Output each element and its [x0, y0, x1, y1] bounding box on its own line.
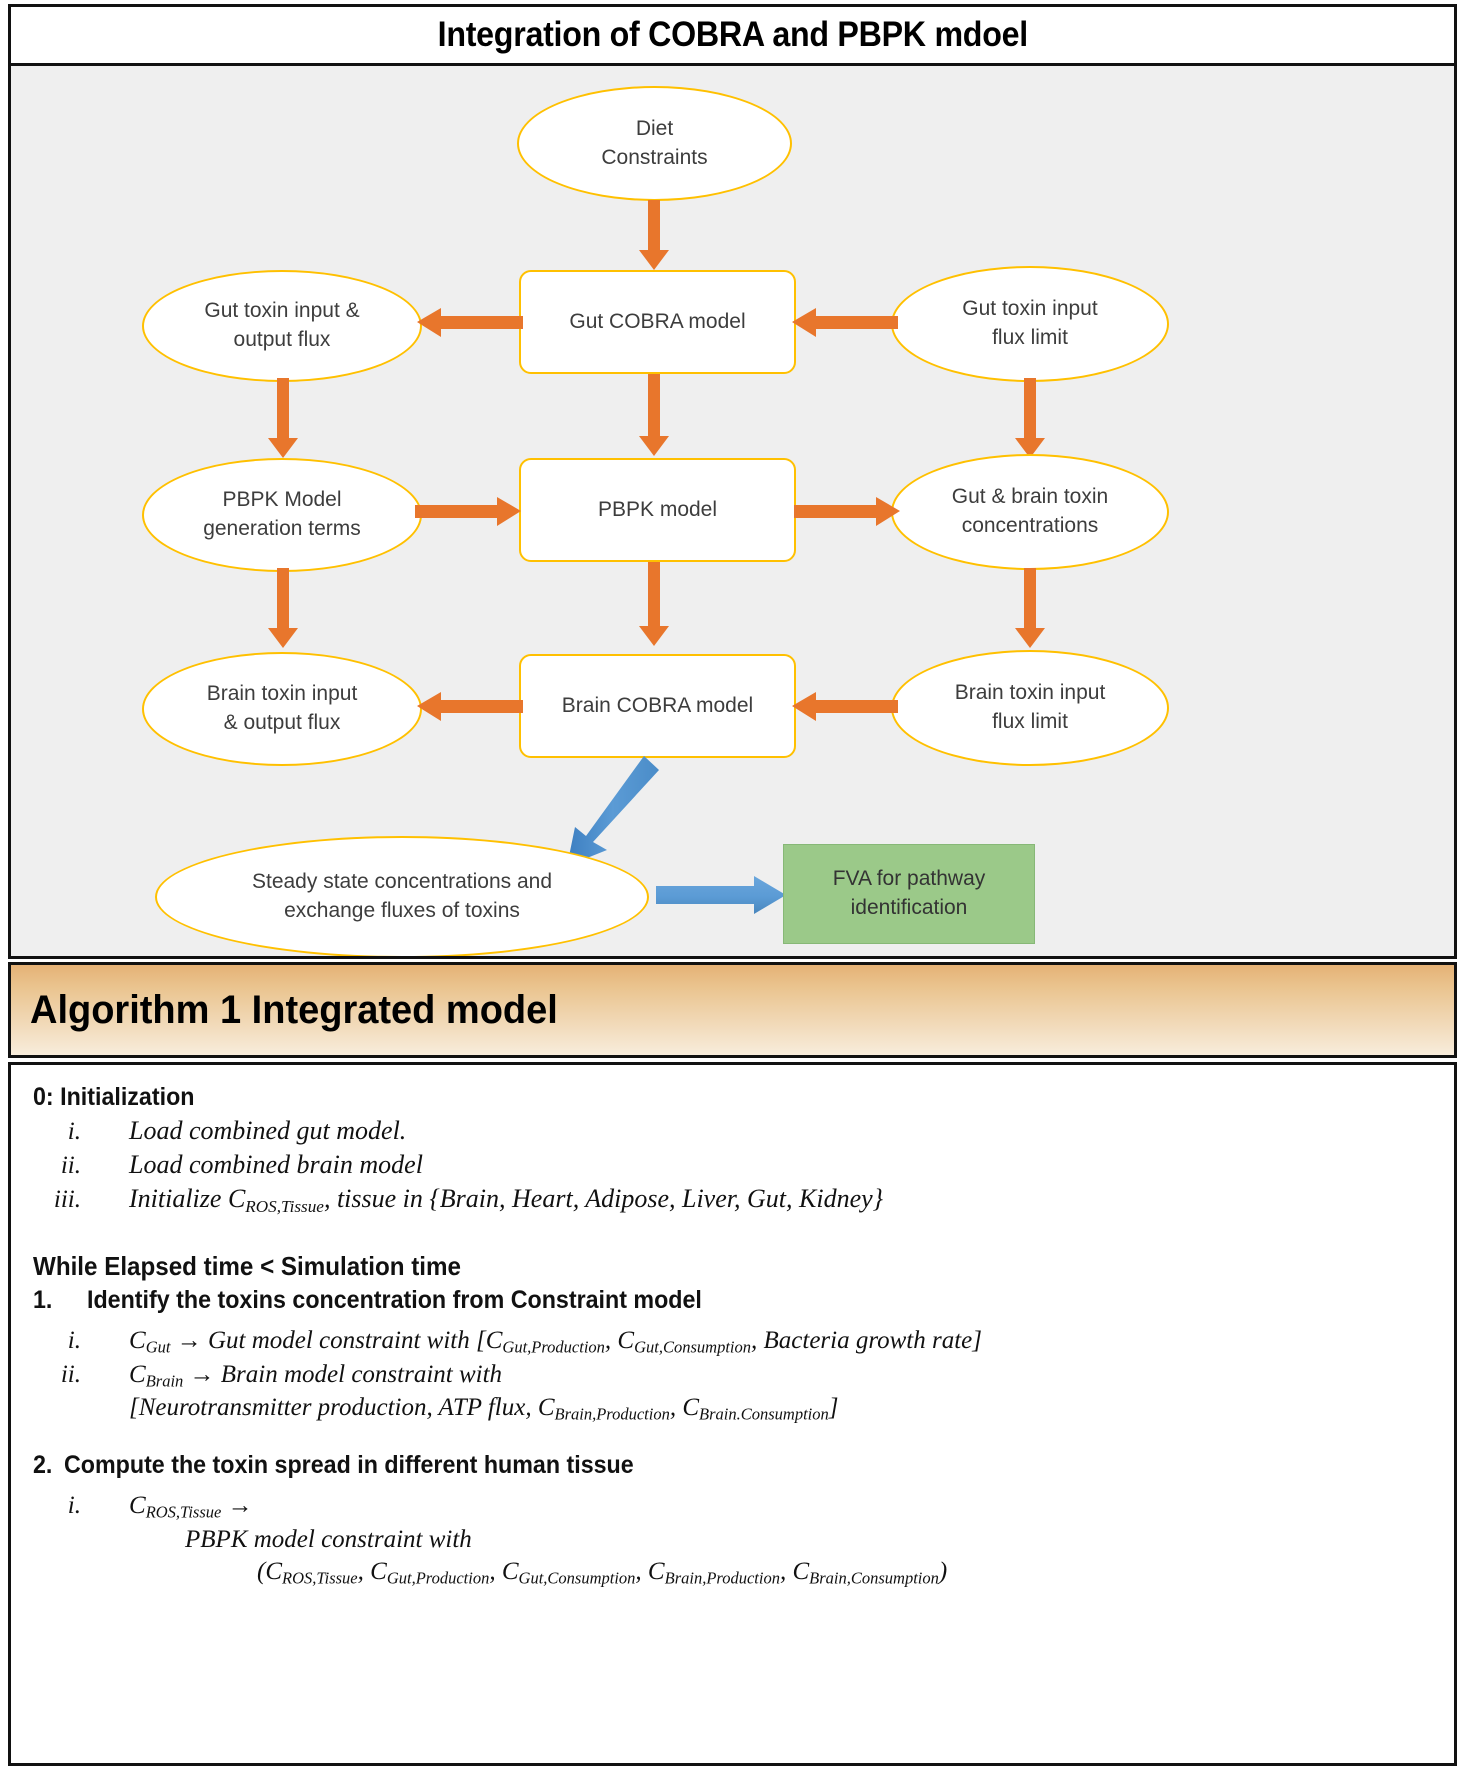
init-item-1: [33, 1116, 1432, 1146]
node-label: Gut toxin input flux limit: [962, 297, 1098, 349]
step-1-item-text: $C_{Gut}$ → Gut model constraint with [$C_{Gut,Production}$, $C_{Gut,Consumption}$, Bacteria growth rate]: [129, 1326, 983, 1357]
arrow-pbpk-gen-to-brain-io: [266, 568, 300, 650]
step-2-heading: Compute the toxin spread in different human tissue: [63, 1450, 634, 1479]
node-brain-toxin-flux-limit: [891, 650, 1169, 766]
node-gut-toxin-io: [142, 270, 422, 382]
step-2-item-text: $C_{ROS,Tissue}$ →: [129, 1491, 253, 1522]
node-label: Gut & brain toxin concentrations: [951, 485, 1109, 537]
step-1-item-2-cont: [33, 1394, 1432, 1425]
step-1-heading-row: [33, 1286, 1432, 1319]
node-label: FVA for pathway identification: [832, 867, 986, 919]
step-2-item-text-formula: ($C_{ROS,Tissue}$, $C_{Gut,Production}$, $C_{Gut,Consumption}$, $C_{Brain,Production}$, $C_{Brain,Consumption}$): [257, 1558, 948, 1588]
node-steady-state-concentrations: [155, 836, 649, 958]
while-loop-heading: While Elapsed time < Simulation time: [33, 1250, 461, 1281]
init-item-text: Load combined brain model: [129, 1150, 423, 1179]
step-1-item-text: $C_{Brain}$ → Brain model constraint with: [129, 1361, 503, 1392]
arrow-pbpk-gen-to-pbpk: [415, 493, 521, 529]
step-2-heading-row: [33, 1451, 1432, 1484]
node-diet-constraints: [517, 86, 792, 201]
node-gut-toxin-flux-limit: [891, 266, 1169, 382]
node-label: Brain toxin input flux limit: [954, 681, 1106, 733]
init-item-number: i.: [67, 1118, 81, 1145]
node-label: Steady state concentrations and exchange fluxes of toxins: [251, 870, 553, 922]
step-1-number: 1.: [33, 1285, 53, 1314]
init-item-text: Initialize $C_{ROS,Tissue}$, tissue in {Brain, Heart, Adipose, Liver, Gut, Kidney}: [129, 1184, 884, 1216]
arrow-steady-state-to-fva: [656, 874, 786, 916]
arrow-gut-cobra-to-gut-toxin-io: [417, 304, 523, 340]
step-2-item-1-cont-a: [33, 1526, 1432, 1554]
node-label: Gut COBRA model: [569, 309, 746, 333]
node-label: Brain toxin input & output flux: [206, 682, 358, 734]
step-2-item-text-cont: PBPK model constraint with: [185, 1526, 472, 1554]
figure-title-band: [8, 4, 1457, 66]
node-brain-toxin-io: [142, 652, 422, 766]
arrow-gut-limit-to-gut-brain-conc: [1013, 378, 1047, 460]
step-1-item-1: [33, 1327, 1432, 1358]
arrow-brain-limit-to-brain-cobra: [792, 688, 898, 724]
node-gut-brain-toxin-concentrations: [891, 454, 1169, 570]
init-item-2: [33, 1150, 1432, 1180]
arrow-gut-toxin-io-to-pbpk-gen: [266, 378, 300, 460]
node-label: PBPK model: [597, 497, 718, 521]
arrow-brain-cobra-to-brain-io: [417, 688, 523, 724]
step-2-item-number: i.: [67, 1491, 81, 1519]
init-item-3: [33, 1184, 1432, 1217]
init-heading: 0: Initialization: [33, 1083, 195, 1111]
step-1-item-number: i.: [67, 1326, 81, 1354]
arrow-gut-limit-to-gut-cobra: [792, 304, 898, 340]
node-fva-pathway-identification: [783, 844, 1035, 944]
step-2-item-1-cont-b: [33, 1558, 1432, 1589]
arrow-gut-cobra-to-pbpk: [637, 374, 671, 458]
node-label: Gut toxin input & output flux: [204, 299, 360, 351]
init-item-number: iii.: [53, 1186, 81, 1213]
node-gut-cobra-model: [519, 270, 796, 374]
step-1-item-text-cont: [Neurotransmitter production, ATP flux, $C_{Brain,Production}$, $C_{Brain.Consumption}$]: [129, 1394, 839, 1424]
arrow-diet-to-gut-cobra: [637, 200, 671, 272]
arrow-pbpk-to-gut-brain-conc: [794, 493, 900, 529]
node-pbpk-generation-terms: [142, 458, 422, 572]
step-1-item-number: ii.: [60, 1361, 81, 1389]
init-item-text: Load combined gut model.: [129, 1116, 407, 1145]
step-1-item-2: [33, 1361, 1432, 1392]
algorithm-header-band: [8, 962, 1457, 1058]
init-item-number: ii.: [60, 1152, 81, 1179]
node-pbpk-model: [519, 458, 796, 562]
node-label: Brain COBRA model: [561, 693, 754, 717]
node-brain-cobra-model: [519, 654, 796, 758]
flowchart-panel: [8, 66, 1457, 959]
arrow-gut-brain-conc-to-brain-limit: [1013, 568, 1047, 650]
step-2-item-1: [33, 1492, 1432, 1523]
algorithm-body: [8, 1062, 1457, 1766]
step-2-number: 2.: [33, 1450, 53, 1479]
step-1-heading: Identify the toxins concentration from Constraint model: [87, 1285, 702, 1314]
page-title: Integration of COBRA and PBPK mdoel: [437, 15, 1028, 54]
arrow-pbpk-to-brain-cobra: [637, 562, 671, 648]
node-label: PBPK Model generation terms: [203, 488, 361, 540]
node-label: Diet Constraints: [601, 116, 708, 169]
algorithm-title: Algorithm 1 Integrated model: [30, 987, 558, 1032]
